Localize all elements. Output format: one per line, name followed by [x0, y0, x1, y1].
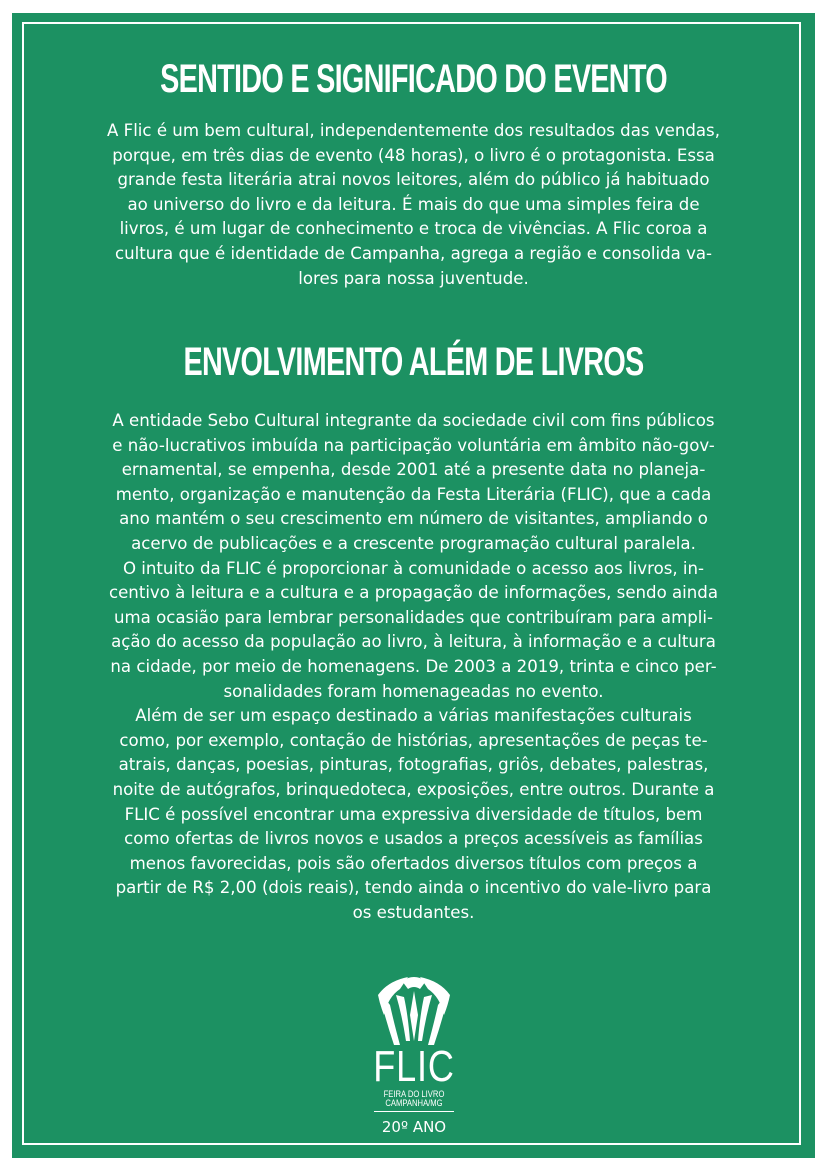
text-line: ano mantém o seu crescimento em número de visitantes, ampliando o [119, 509, 708, 529]
text-line: O intuito da FLIC é proporcionar à comunidade o acesso aos livros, in- [122, 558, 705, 578]
flic-logo [360, 975, 468, 1150]
text-line: livros, é um lugar de conhecimento e troca de vivências. A Flic coroa a [119, 219, 708, 239]
logo-subtitle-location: CAMPANHA/MG [385, 1098, 443, 1108]
text-line: grande festa literária atrai novos leitores, além do público já habituado [117, 170, 710, 190]
text-line: porque, em três dias de evento (48 horas), o livro é o protagonista. Essa [112, 145, 715, 165]
text-line: ação do acesso da população ao livro, à leitura, à informação e a cultura [111, 632, 716, 652]
text-line: cultura que é identidade de Campanha, agrega a região e consolida va- [114, 243, 713, 263]
text-line: A entidade Sebo Cultural integrante da sociedade civil com fins públicos [112, 411, 715, 430]
text-line: lores para nossa juventude. [298, 268, 529, 288]
section-title-envolvimento: ENVOLVIMENTO ALÉM DE LIVROS [183, 340, 644, 384]
text-line: mento, organização e manutenção da Festa Literária (FLIC), que a cada [115, 484, 712, 504]
text-line: FLIC é possível encontrar uma expressiva diversidade de títulos, bem [124, 804, 703, 824]
text-line: na cidade, por meio de homenagens. De 2003 a 2019, trinta e cinco per- [110, 656, 717, 676]
logo-subtitle: FEIRA DO LIVRO [383, 1089, 445, 1099]
text-line: partir de R$ 2,00 (dois reais), tendo ainda o incentivo do vale-livro para [115, 878, 712, 898]
text-line: centivo à leitura e a cultura e a propagação de informações, sendo ainda [108, 583, 719, 603]
text-line: e não-lucrativos imbuída na participação voluntária em âmbito não-gov- [112, 435, 715, 455]
logo-name: FLIC [373, 1042, 455, 1091]
section-body-envolvimento [66, 409, 761, 925]
text-line: como ofertas de livros novos e usados a preços acessíveis as famílias [124, 829, 703, 849]
text-line: ernamental, se empenha, desde 2001 até a presente data no planeja- [121, 460, 706, 480]
text-line: sonalidades foram homenageadas no evento. [223, 681, 604, 701]
tent-book-icon [360, 975, 468, 1047]
text-line: A Flic é um bem cultural, independentemente dos resultados das vendas, [107, 121, 720, 140]
logo-edition: 20º ANO [381, 1118, 447, 1136]
text-line: menos favorecidas, pois são ofertados diversos títulos com preços a [129, 853, 698, 873]
section-body-sentido [66, 119, 761, 291]
text-line: Além de ser um espaço destinado a várias manifestações culturais [135, 706, 692, 726]
text-line: uma ocasião para lembrar personalidades que contribuíram para ampli- [113, 607, 714, 627]
text-line: os estudantes. [352, 902, 475, 922]
logo-divider [374, 1111, 454, 1112]
text-line: acervo de publicações e a crescente programação cultural paralela. [131, 533, 696, 553]
text-line: atrais, danças, poesias, pinturas, fotografias, griôs, debates, palestras, [118, 755, 709, 775]
text-line: noite de autógrafos, brinquedoteca, exposições, entre outros. Durante a [112, 779, 715, 799]
text-line: como, por exemplo, contação de histórias, apresentações de peças te- [119, 730, 708, 750]
text-line: ao universo do livro e da leitura. É mais do que uma simples feira de [127, 194, 700, 214]
section-title-sentido: SENTIDO E SIGNIFICADO DO EVENTO [160, 57, 667, 101]
page [12, 13, 815, 1158]
